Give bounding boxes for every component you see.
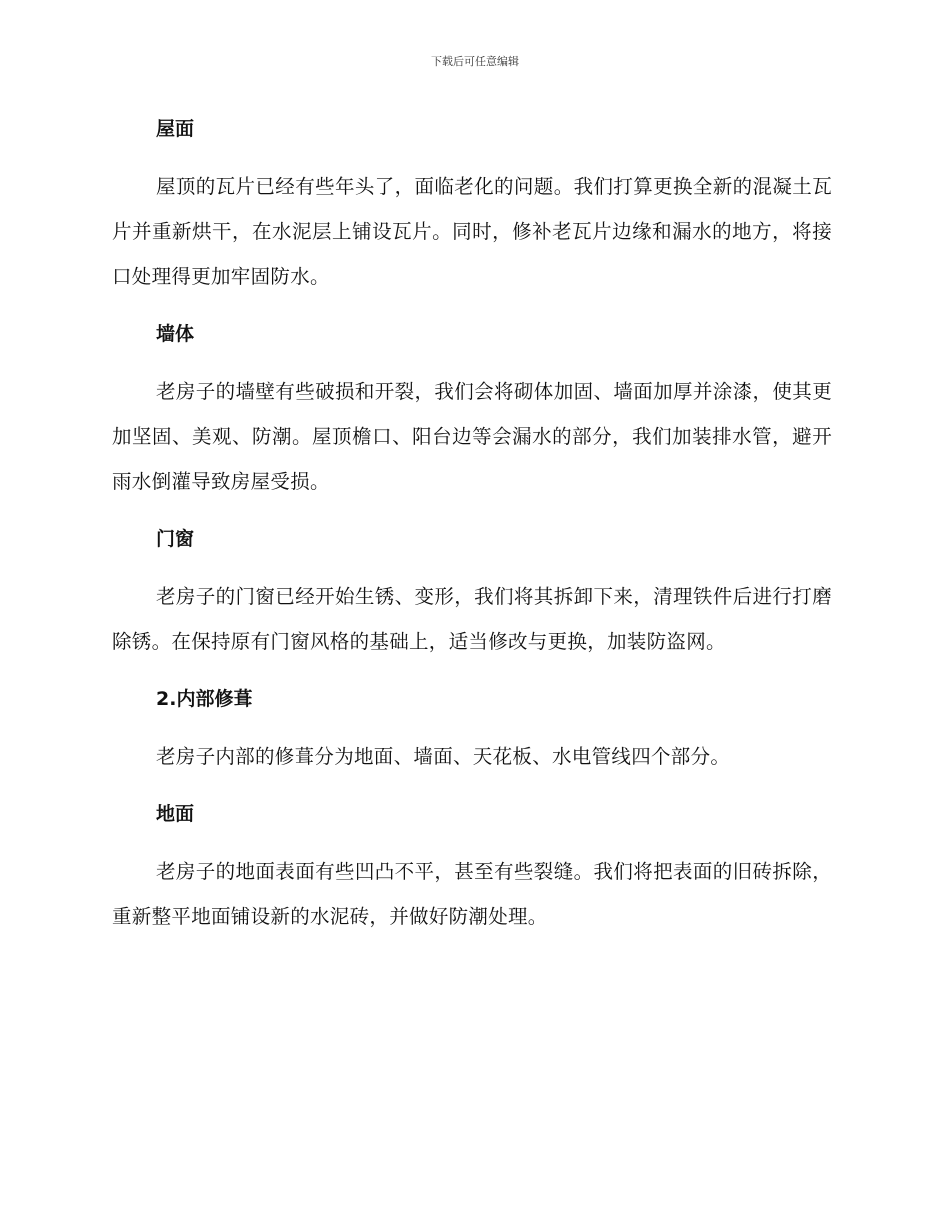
page-header-note: 下载后可任意编辑 [431, 55, 519, 68]
paragraph-walls: 老房子的墙壁有些破损和开裂，我们会将砌体加固、墙面加厚并涂漆，使其更加坚固、美观、防潮。屋顶檐口、阳台边等会漏水的部分，我们加装排水管，避开雨水倒灌导致房屋受损。 [112, 380, 832, 493]
section-heading-floor: 地面 [156, 803, 195, 825]
paragraph-interior-repair: 老房子内部的修葺分为地面、墙面、天花板、水电管线四个部分。 [156, 745, 731, 768]
paragraph-roof: 屋顶的瓦片已经有些年头了，面临老化的问题。我们打算更换全新的混凝土瓦片并重新烘干，在水泥层上铺设瓦片。同时，修补老瓦片边缘和漏水的地方，将接口处理得更加牢固防水。 [112, 175, 832, 288]
section-heading-doors-windows: 门窗 [156, 528, 195, 550]
paragraph-doors-windows: 老房子的门窗已经开始生锈、变形，我们将其拆卸下来，清理铁件后进行打磨除锈。在保持原有门窗风格的基础上，适当修改与更换，加装防盗网。 [112, 585, 832, 653]
section-heading-roof: 屋面 [156, 118, 195, 140]
document-body [112, 106, 832, 951]
section-heading-interior-repair: 2.内部修葺 [156, 688, 253, 710]
section-heading-walls: 墙体 [156, 323, 195, 345]
paragraph-floor: 老房子的地面表面有些凹凸不平，甚至有些裂缝。我们将把表面的旧砖拆除，重新整平地面铺设新的水泥砖，并做好防潮处理。 [112, 860, 832, 928]
